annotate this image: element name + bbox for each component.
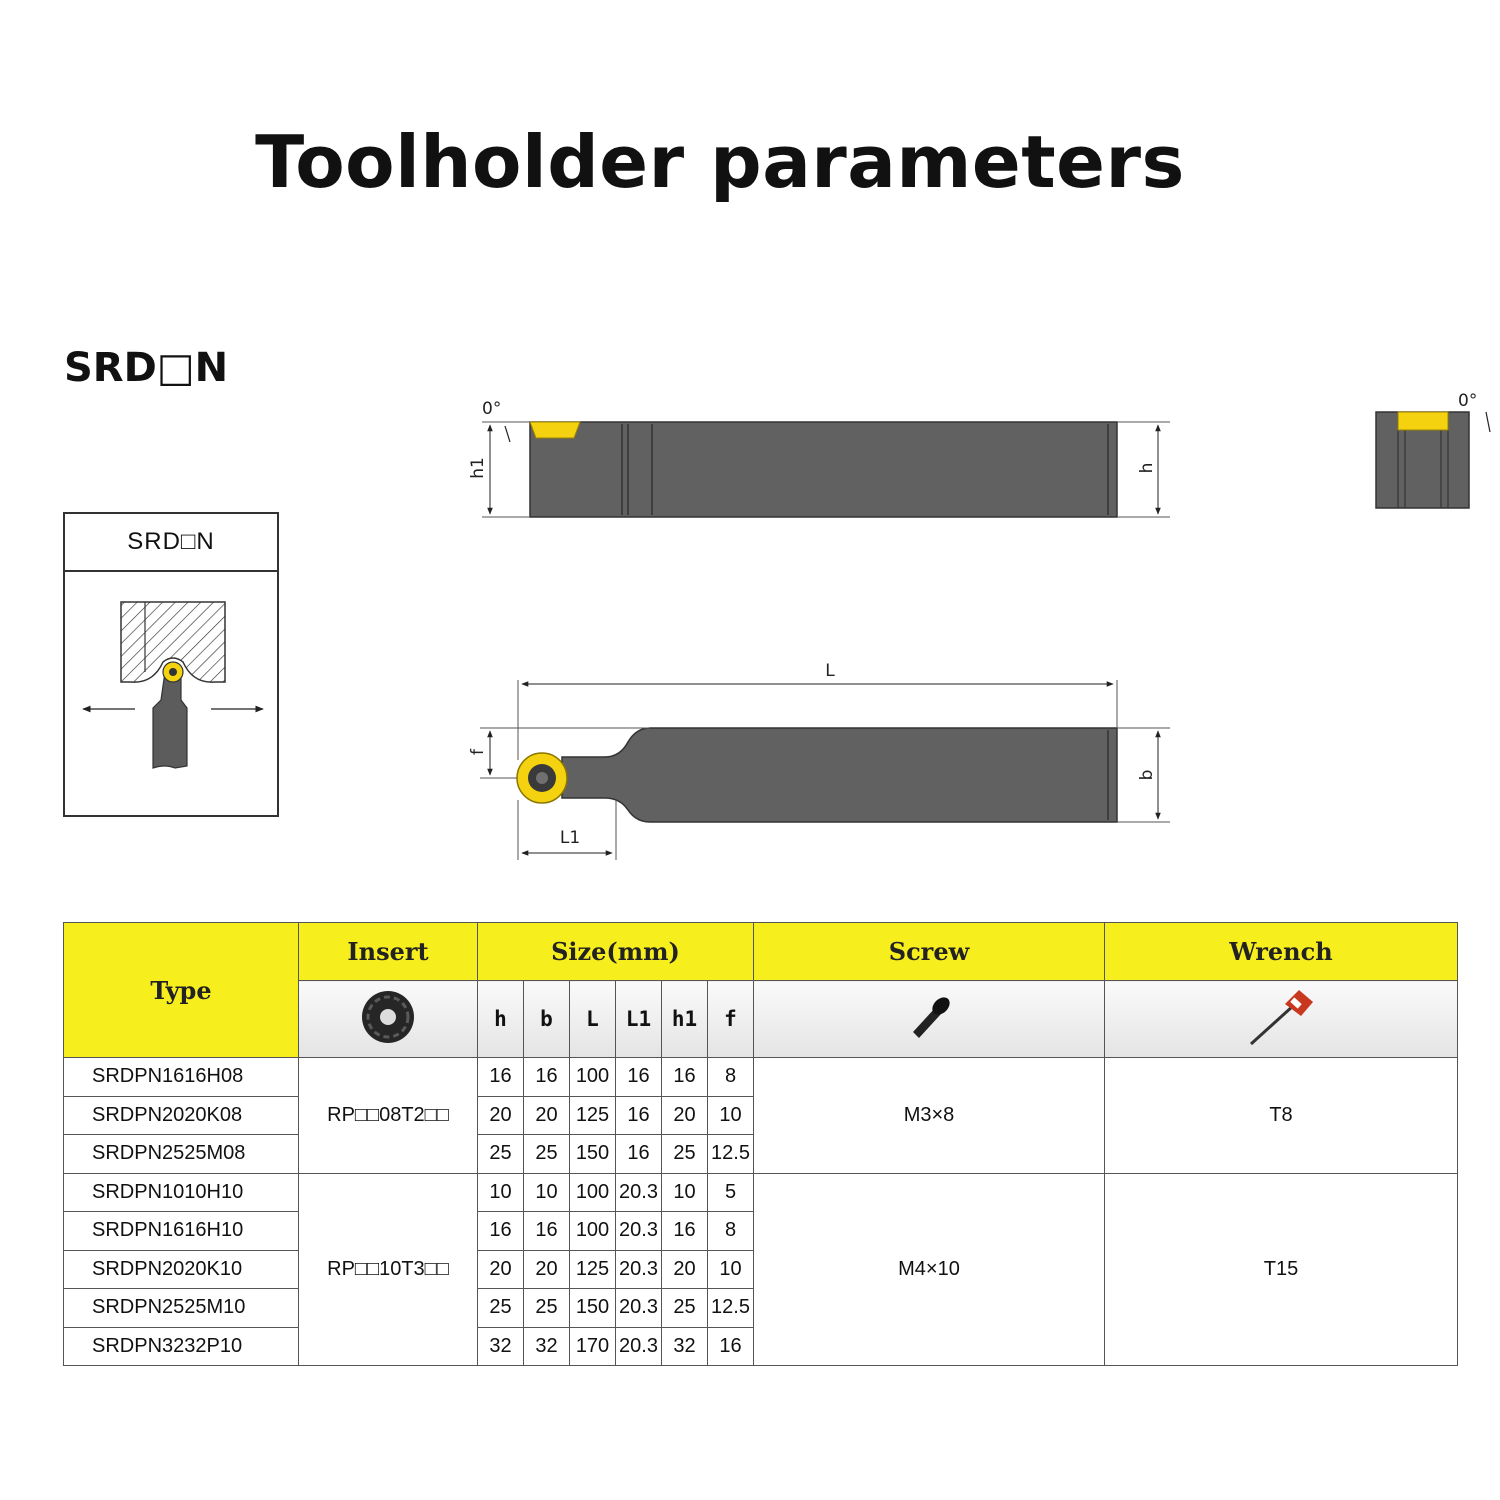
- cell-f: 5: [708, 1173, 754, 1212]
- insert-icon-cell: [299, 981, 478, 1058]
- side-view-body: [530, 422, 1117, 517]
- cell-h: 25: [478, 1289, 524, 1328]
- top-view-body: [562, 728, 1117, 822]
- cell-l1: 20.3: [616, 1250, 662, 1289]
- cell-type: SRDPN2525M10: [64, 1289, 299, 1328]
- cell-l: 125: [570, 1096, 616, 1135]
- cell-h1: 16: [662, 1058, 708, 1097]
- cell-l: 125: [570, 1250, 616, 1289]
- end-view: [1376, 391, 1490, 508]
- cell-h: 32: [478, 1327, 524, 1366]
- operation-title: SRD□N: [65, 514, 277, 572]
- cell-f: 10: [708, 1250, 754, 1289]
- cell-h: 20: [478, 1096, 524, 1135]
- cell-h1: 16: [662, 1212, 708, 1251]
- cell-screw: M4×10: [754, 1173, 1105, 1366]
- table-row: [64, 1173, 1458, 1212]
- cell-wrench: T8: [1105, 1058, 1458, 1174]
- cell-b: 10: [524, 1173, 570, 1212]
- cell-h: 25: [478, 1135, 524, 1174]
- cell-type: SRDPN1616H08: [64, 1058, 299, 1097]
- cell-l: 100: [570, 1058, 616, 1097]
- cell-f: 12.5: [708, 1135, 754, 1174]
- table-row: [64, 1058, 1458, 1097]
- wrench-icon-cell: [1105, 981, 1458, 1058]
- spec-table: [63, 922, 1458, 1366]
- cell-b: 25: [524, 1289, 570, 1328]
- cell-b: 20: [524, 1096, 570, 1135]
- header-wrench: Wrench: [1105, 923, 1458, 981]
- cell-h1: 10: [662, 1173, 708, 1212]
- cell-l: 170: [570, 1327, 616, 1366]
- label-side-angle: 0°: [482, 399, 502, 419]
- label-L: L: [825, 661, 835, 681]
- cell-h1: 32: [662, 1327, 708, 1366]
- cell-f: 10: [708, 1096, 754, 1135]
- dim-header-f: f: [708, 981, 754, 1058]
- dim-header-L: L: [570, 981, 616, 1058]
- top-view: [468, 661, 1170, 860]
- operation-illustration: [63, 512, 279, 817]
- cell-type: SRDPN2020K10: [64, 1250, 299, 1289]
- cell-l: 150: [570, 1289, 616, 1328]
- cell-h1: 25: [662, 1135, 708, 1174]
- dim-header-b: b: [524, 981, 570, 1058]
- cell-b: 32: [524, 1327, 570, 1366]
- cell-type: SRDPN1010H10: [64, 1173, 299, 1212]
- header-size: Size(mm): [478, 923, 754, 981]
- header-screw: Screw: [754, 923, 1105, 981]
- cell-b: 16: [524, 1212, 570, 1251]
- cell-l1: 20.3: [616, 1327, 662, 1366]
- label-h: h: [1137, 462, 1157, 474]
- torx-screw-icon: [899, 992, 959, 1042]
- cell-f: 12.5: [708, 1289, 754, 1328]
- cell-l: 150: [570, 1135, 616, 1174]
- cell-l1: 16: [616, 1058, 662, 1097]
- cell-h: 16: [478, 1212, 524, 1251]
- dim-header-h1: h1: [662, 981, 708, 1058]
- label-h1: h1: [468, 457, 488, 479]
- cell-f: 8: [708, 1212, 754, 1251]
- label-b: b: [1137, 769, 1157, 781]
- round-insert-icon: [353, 987, 423, 1047]
- cell-type: SRDPN2020K08: [64, 1096, 299, 1135]
- screw-icon-cell: [754, 981, 1105, 1058]
- cell-screw: M3×8: [754, 1058, 1105, 1174]
- cell-l1: 20.3: [616, 1173, 662, 1212]
- cell-l1: 16: [616, 1096, 662, 1135]
- cell-b: 16: [524, 1058, 570, 1097]
- cell-h1: 20: [662, 1250, 708, 1289]
- dim-header-L1: L1: [616, 981, 662, 1058]
- label-L1: L1: [559, 828, 581, 848]
- cell-type: SRDPN1616H10: [64, 1212, 299, 1251]
- label-end-angle: 0°: [1458, 391, 1478, 411]
- end-view-insert: [1398, 412, 1448, 430]
- cell-l1: 20.3: [616, 1212, 662, 1251]
- cell-h: 16: [478, 1058, 524, 1097]
- dim-header-h: h: [478, 981, 524, 1058]
- model-heading: SRD□N: [64, 345, 229, 391]
- cell-b: 20: [524, 1250, 570, 1289]
- label-f: f: [468, 749, 488, 755]
- side-view: [468, 399, 1170, 517]
- tool-shank: [153, 672, 187, 768]
- cell-h: 20: [478, 1250, 524, 1289]
- cell-h1: 20: [662, 1096, 708, 1135]
- cell-wrench: T15: [1105, 1173, 1458, 1366]
- cell-l1: 16: [616, 1135, 662, 1174]
- cell-f: 8: [708, 1058, 754, 1097]
- cell-insert: RP□□10T3□□: [299, 1173, 478, 1366]
- cell-l: 100: [570, 1212, 616, 1251]
- torx-wrench-icon: [1241, 986, 1321, 1048]
- cell-h: 10: [478, 1173, 524, 1212]
- cell-insert: RP□□08T2□□: [299, 1058, 478, 1174]
- cell-type: SRDPN3232P10: [64, 1327, 299, 1366]
- side-view-insert: [530, 422, 580, 438]
- cell-type: SRDPN2525M08: [64, 1135, 299, 1174]
- profiling-illustration: [65, 572, 277, 815]
- header-type: Type: [64, 923, 299, 1058]
- cell-f: 16: [708, 1327, 754, 1366]
- cell-l: 100: [570, 1173, 616, 1212]
- cell-l1: 20.3: [616, 1289, 662, 1328]
- cell-b: 25: [524, 1135, 570, 1174]
- header-insert: Insert: [299, 923, 478, 981]
- page-title: Toolholder parameters: [255, 120, 1185, 204]
- cell-h1: 25: [662, 1289, 708, 1328]
